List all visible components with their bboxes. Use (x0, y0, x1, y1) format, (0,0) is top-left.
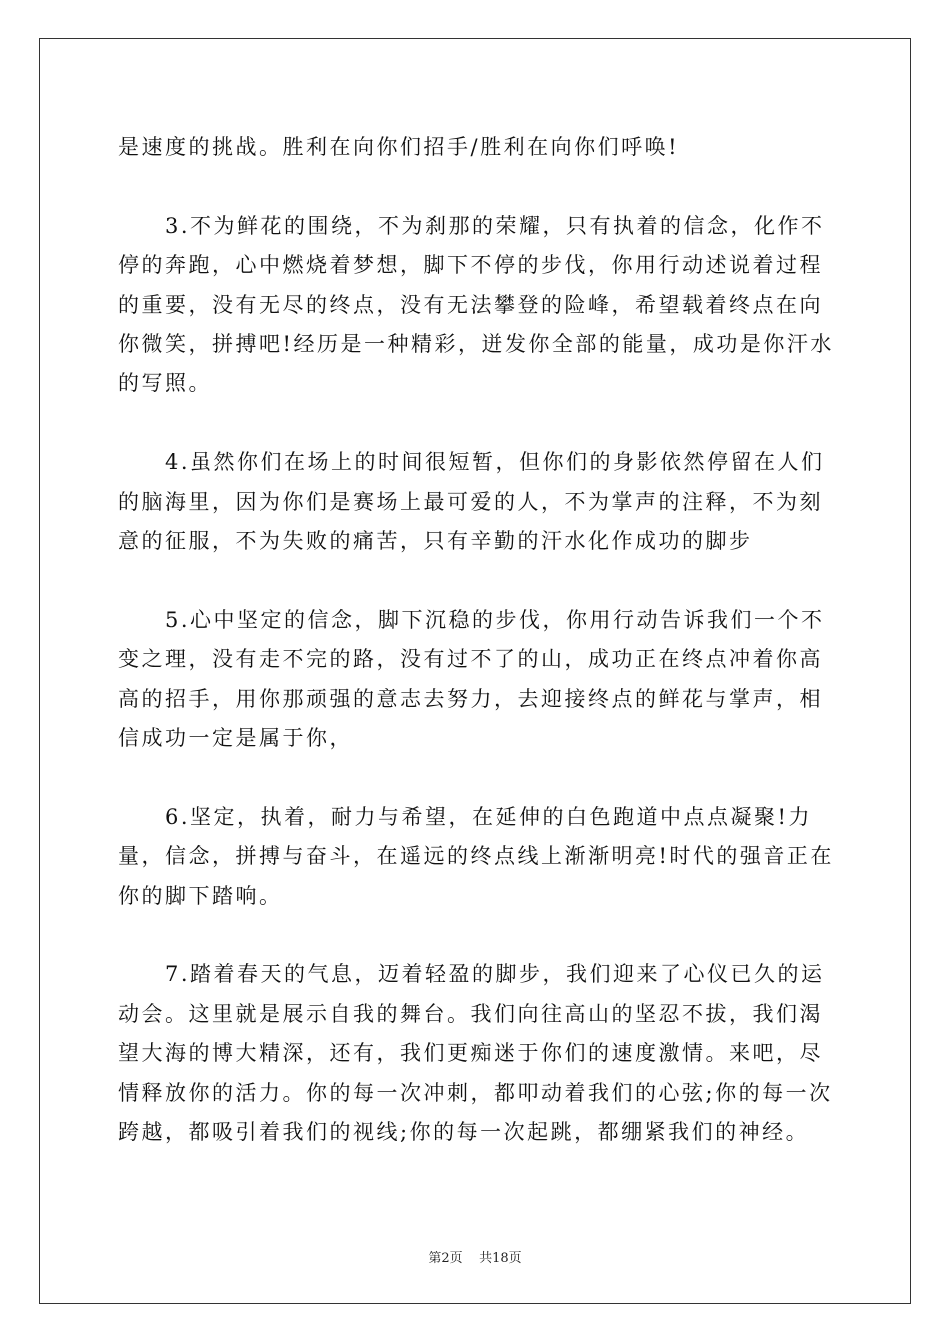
document-body (118, 128, 838, 1152)
paragraph-item-5: 5.心中坚定的信念，脚下沉稳的步伐，你用行动告诉我们一个不变之理，没有走不完的路，没有过不了的山，成功正在终点冲着你高高的招手，用你那顽强的意志去努力，去迎接终点的鲜花与掌声，相信成功一定是属于你， (118, 607, 825, 751)
paragraph-item-3: 3.不为鲜花的围绕，不为刹那的荣耀，只有执着的信念，化作不停的奔跑，心中燃烧着梦想，脚下不停的步伐，你用行动述说着过程的重要，没有无尽的终点，没有无法攀登的险峰，希望载着终点在向你微笑，拼搏吧!经历是一种精彩，迸发你全部的能量，成功是你汗水的写照。 (118, 213, 834, 396)
page-total: 共18页 (479, 1251, 522, 1266)
paragraph-item-7: 7.踏着春天的气息，迈着轻盈的脚步，我们迎来了心仪已久的运动会。这里就是展示自我的舞台。我们向往高山的坚忍不拔，我们渴望大海的博大精深，还有，我们更痴迷于你们的速度激情。来吧，尽情释放你的活力。你的每一次冲刺，都叩动着我们的心弦;你的每一次跨越，都吸引着我们的视线;你的每一次起跳，都绷紧我们的神经。 (118, 962, 833, 1145)
paragraph-continuation: 是速度的挑战。胜利在向你们招手/胜利在向你们呼唤! (118, 135, 680, 159)
page-footer (0, 1247, 950, 1266)
paragraph-item-6: 6.坚定，执着，耐力与希望，在延伸的白色跑道中点点凝聚!力量，信念，拼搏与奋斗，在遥远的终点线上渐渐明亮!时代的强音正在你的脚下踏响。 (118, 804, 834, 908)
page-number: 第2页 (428, 1251, 463, 1266)
paragraph-item-4: 4.虽然你们在场上的时间很短暂，但你们的身影依然停留在人们的脑海里，因为你们是赛场上最可爱的人，不为掌声的注释，不为刻意的征服，不为失败的痛苦，只有辛勤的汗水化作成功的脚步 (118, 450, 825, 554)
